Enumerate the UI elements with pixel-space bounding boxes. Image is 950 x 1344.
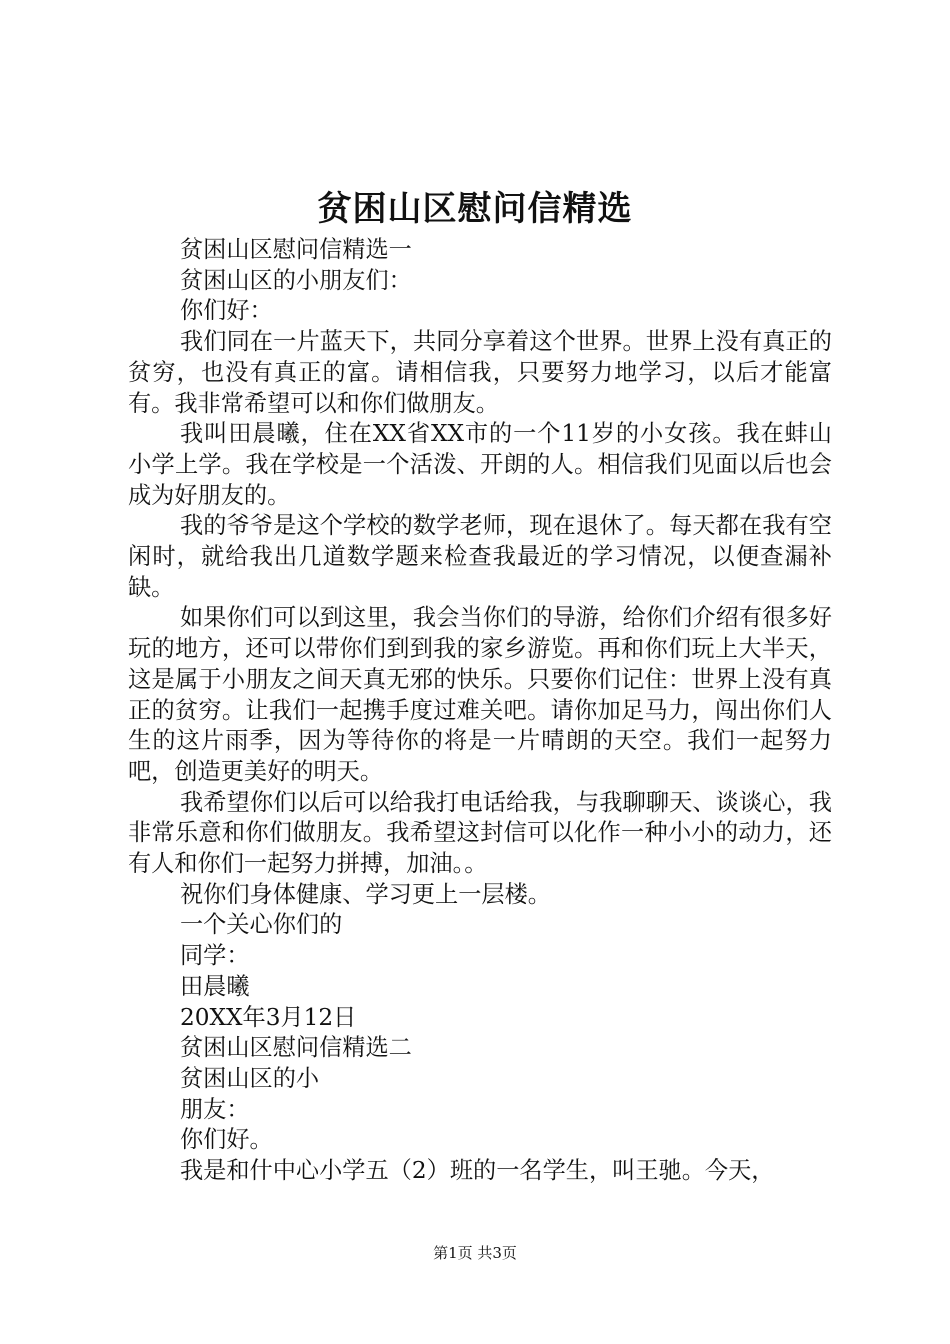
letter-date: 20XX年3月12日 <box>180 1003 357 1031</box>
salutation-two-part-1: 贫困山区的小 <box>180 1064 320 1092</box>
salutation: 贫困山区的小朋友们： <box>180 266 412 294</box>
paragraph-2: 我叫田晨曦，住在XX省XX市的一个11岁的小女孩。我在蚌山小学上学。我在学校是一个活泼、开朗的人。相信我们见面以后也会成为好朋友的。 <box>128 420 832 509</box>
salutation-two-part-2: 朋友： <box>180 1095 250 1123</box>
signature-name: 田晨曦 <box>180 972 250 1000</box>
section-heading-one: 贫困山区慰问信精选一 <box>180 236 412 263</box>
page-footer: 第1页 共3页 <box>433 1244 517 1262</box>
signature-line-1: 一个关心你们的 <box>180 911 343 939</box>
document-title: 贫困山区慰问信精选 <box>317 189 633 229</box>
section-heading-two: 贫困山区慰问信精选二 <box>180 1034 412 1062</box>
paragraph-5: 我希望你们以后可以给我打电话给我，与我聊聊天、谈谈心，我非常乐意和你们做朋友。我希望这封信可以化作一种小小的动力，还有人和你们一起努力拼搏，加油。。 <box>128 788 832 878</box>
paragraph-3: 我的爷爷是这个学校的数学老师，现在退休了。每天都在我有空闲时，就给我出几道数学题来检查我最近的学习情况，以便查漏补缺。 <box>128 512 832 601</box>
letter-body <box>128 235 832 1187</box>
paragraph-6: 我是和什中心小学五（2）班的一名学生，叫王驰。今天， <box>180 1157 775 1185</box>
signature-line-2: 同学： <box>180 942 250 970</box>
paragraph-1: 我们同在一片蓝天下，共同分享着这个世界。世界上没有真正的贫穷，也没有真正的富。请相信我，只要努力地学习，以后才能富有。我非常希望可以和你们做朋友。 <box>128 328 832 417</box>
paragraph-4: 如果你们可以到这里，我会当你们的导游，给你们介绍有很多好玩的地方，还可以带你们到到我的家乡游览。再和你们玩上大半天，这是属于小朋友之间天真无邪的快乐。只要你们记住：世界上没有真正的贫穷。让我们一起携手度过难关吧。请你加足马力，闯出你们人生的这片雨季，因为等待你的将是一片晴朗的天空。我们一起努力吧，创造更美好的明天。 <box>128 604 832 785</box>
greeting: 你们好： <box>180 297 273 325</box>
closing-wish: 祝你们身体健康、学习更上一层楼。 <box>180 880 551 908</box>
greeting-two: 你们好。 <box>180 1126 273 1154</box>
